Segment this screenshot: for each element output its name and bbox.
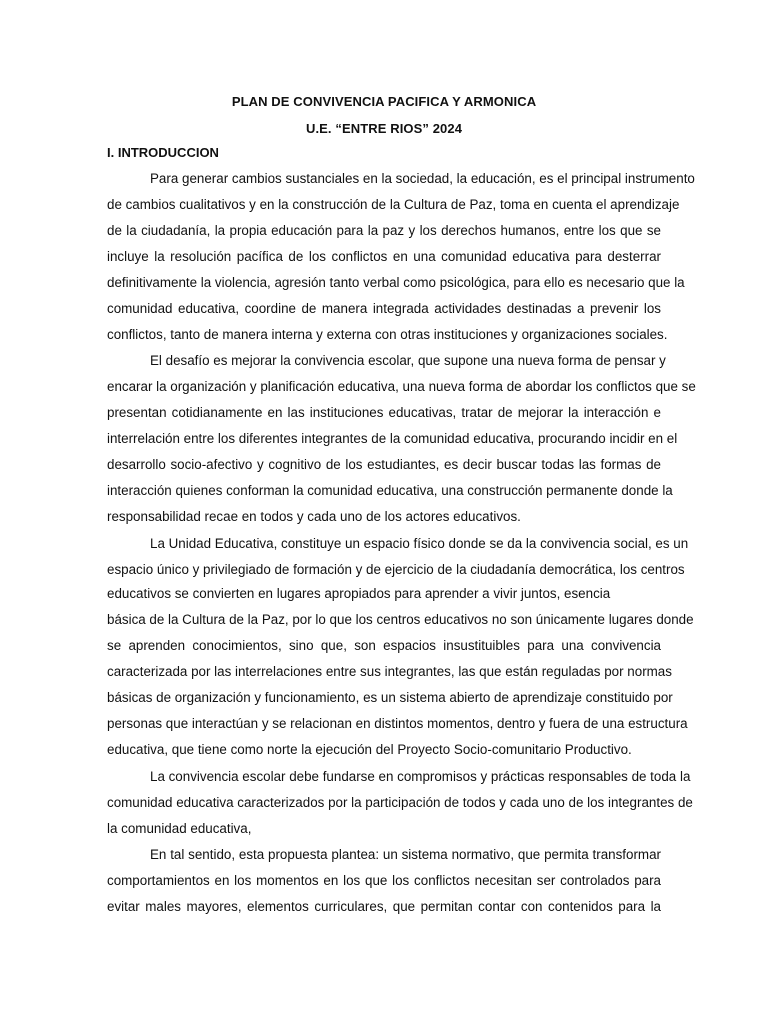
paragraph-line: comunidad educativa, coordine de manera integrada actividades destinadas a prevenir los <box>107 301 661 316</box>
paragraph-line: básica de la Cultura de la Paz, por lo que los centros educativos no son únicamente lugares donde <box>107 612 694 627</box>
paragraph-line: definitivamente la violencia, agresión tanto verbal como psicológica, para ello es necesario que la <box>107 275 685 290</box>
paragraph-line: Para generar cambios sustanciales en la sociedad, la educación, es el principal instrumento <box>150 171 695 186</box>
paragraph-line: se aprenden conocimientos, sino que, son espacios insustituibles para una convivencia <box>107 638 661 653</box>
paragraph-line: presentan cotidianamente en las instituciones educativas, tratar de mejorar la interacción e <box>107 405 661 420</box>
paragraph-line: conflictos, tanto de manera interna y externa con otras instituciones y organizaciones sociales. <box>107 327 668 342</box>
document-title: PLAN DE CONVIVENCIA PACIFICA Y ARMONICA <box>231 94 537 109</box>
paragraph-line: espacio único y privilegiado de formación y de ejercicio de la ciudadanía democrática, los centros <box>107 562 685 577</box>
paragraph-line: comunidad educativa caracterizados por la participación de todos y cada uno de los integrantes de <box>107 795 693 810</box>
paragraph-line: caracterizada por las interrelaciones entre sus integrantes, las que están reguladas por normas <box>107 664 672 679</box>
paragraph-line: La convivencia escolar debe fundarse en compromisos y prácticas responsables de toda la <box>150 769 691 784</box>
paragraph-line: interrelación entre los diferentes integrantes de la comunidad educativa, procurando incidir en el <box>107 431 678 446</box>
paragraph-line: educativa, que tiene como norte la ejecución del Proyecto Socio-comunitario Productivo. <box>107 742 632 757</box>
paragraph-line: incluye la resolución pacífica de los conflictos en una comunidad educativa para desterrar <box>107 249 661 264</box>
paragraph-line: interacción quienes conforman la comunidad educativa, una construcción permanente donde la <box>107 483 673 498</box>
paragraph-line: educativos se convierten en lugares apropiados para aprender a vivir juntos, esencia <box>107 586 611 601</box>
paragraph-line: comportamientos en los momentos en los que los conflictos necesitan ser controlados para <box>107 873 661 888</box>
section-heading: I. INTRODUCCION <box>107 145 219 160</box>
paragraph-line: La Unidad Educativa, constituye un espacio físico donde se da la convivencia social, es un <box>150 536 689 551</box>
paragraph-line: personas que interactúan y se relacionan en distintos momentos, dentro y fuera de una estructura <box>107 716 688 731</box>
paragraph-line: básicas de organización y funcionamiento, es un sistema abierto de aprendizaje constituido por <box>107 690 673 705</box>
paragraph-line: de la ciudadanía, la propia educación para la paz y los derechos humanos, entre los que se <box>107 223 661 238</box>
paragraph-line: desarrollo socio-afectivo y cognitivo de los estudiantes, es decir buscar todas las formas de <box>107 457 661 472</box>
paragraph-line: de cambios cualitativos y en la construcción de la Cultura de Paz, toma en cuenta el aprendizaje <box>107 197 680 212</box>
paragraph-line: la comunidad educativa, <box>107 821 252 836</box>
paragraph-line: En tal sentido, esta propuesta plantea: un sistema normativo, que permita transformar <box>150 847 661 862</box>
paragraph-line: El desafío es mejorar la convivencia escolar, que supone una nueva forma de pensar y <box>150 353 666 368</box>
paragraph-line: responsabilidad recae en todos y cada uno de los actores educativos. <box>107 509 521 524</box>
paragraph-line: evitar males mayores, elementos curriculares, que permitan contar con contenidos para la <box>107 899 661 914</box>
paragraph-line: encarar la organización y planificación educativa, una nueva forma de abordar los conflictos que se <box>107 379 696 394</box>
document-subtitle: U.E. “ENTRE RIOS” 2024 <box>305 121 463 136</box>
